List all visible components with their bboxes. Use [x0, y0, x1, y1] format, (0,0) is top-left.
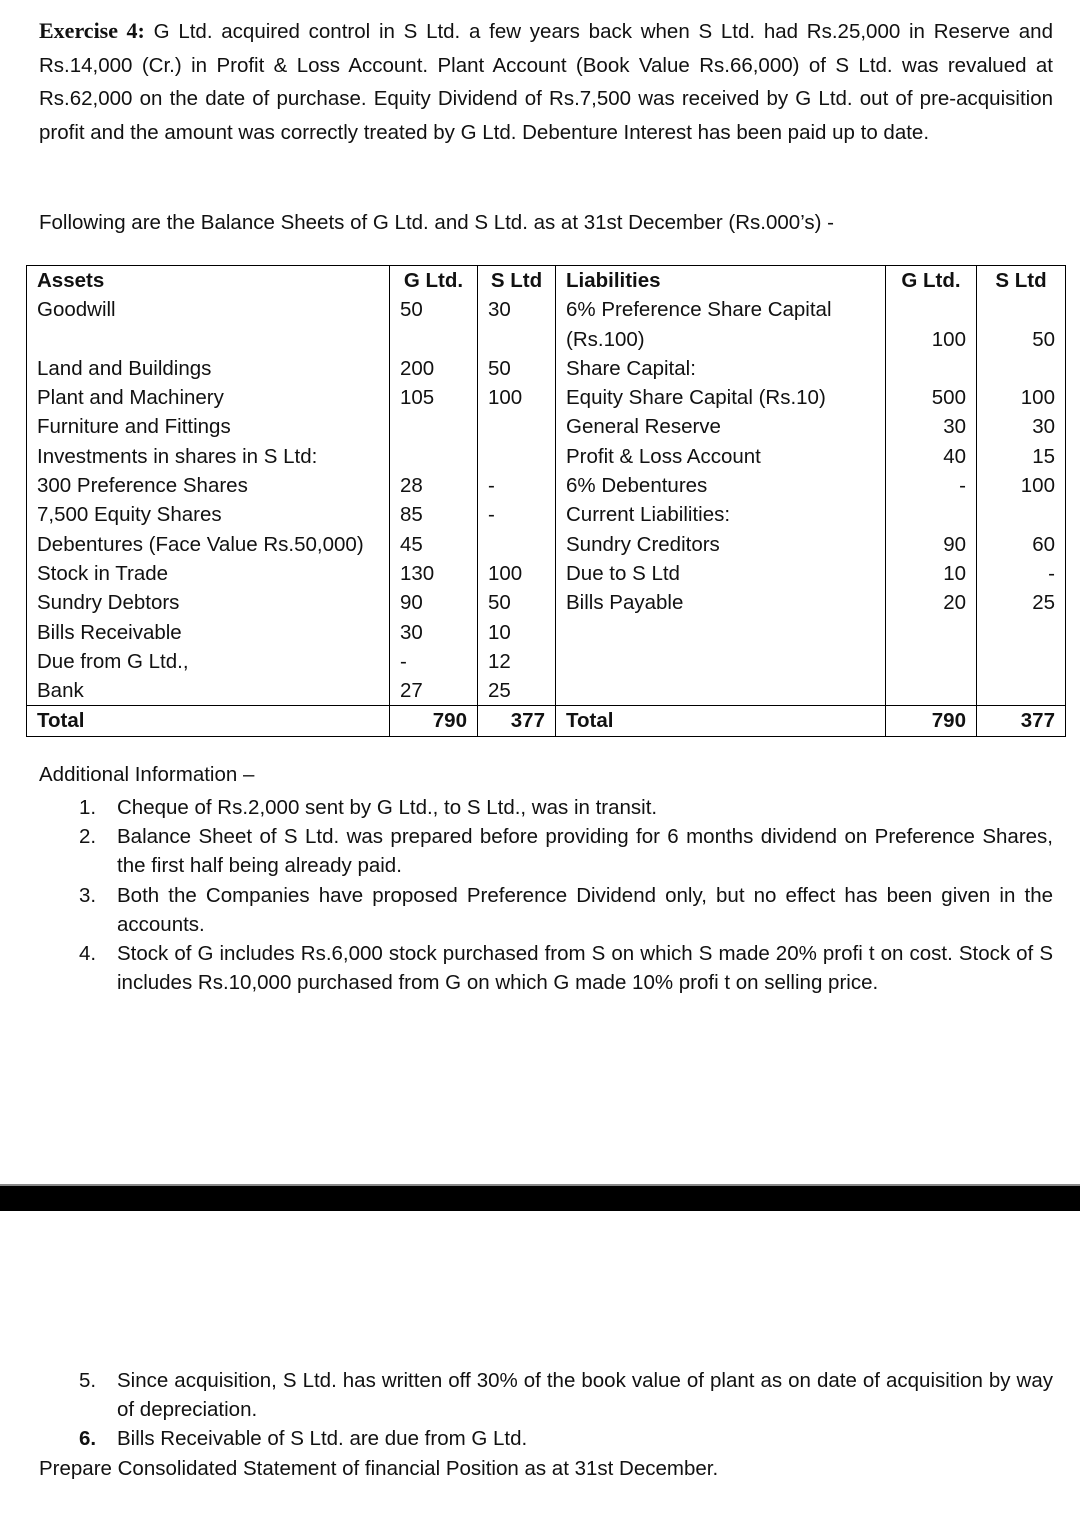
asset-g-value [390, 412, 478, 441]
asset-s-value: 50 [478, 588, 556, 617]
note-text: Since acquisition, S Ltd. has written off 30% of the book value of plant as on date of acquisition by way of depreciation. [117, 1369, 1053, 1422]
exercise-label: Exercise 4: [39, 18, 145, 43]
exercise-paragraph [39, 14, 1053, 149]
liability-label: Equity Share Capital (Rs.10) [556, 383, 886, 412]
note-item [39, 793, 1053, 822]
asset-label: Bank [27, 676, 390, 706]
additional-info-list [39, 793, 1053, 997]
asset-s-value: - [478, 500, 556, 529]
liability-s-value [977, 618, 1066, 647]
liability-g-value [886, 618, 977, 647]
liability-label: Due to S Ltd [556, 559, 886, 588]
liability-g-value [886, 354, 977, 383]
table-row [27, 588, 1066, 617]
note-item [39, 1424, 1053, 1453]
balance-sheet-body [27, 266, 1066, 737]
asset-s-value [478, 530, 556, 559]
total-liabilities-g: 790 [886, 706, 977, 736]
asset-g-value [390, 325, 478, 354]
asset-label: Bills Receivable [27, 618, 390, 647]
asset-s-value [478, 325, 556, 354]
additional-info-list-continued [39, 1366, 1053, 1454]
asset-g-value: 27 [390, 676, 478, 706]
note-text: Bills Receivable of S Ltd. are due from G Ltd. [117, 1427, 528, 1451]
note-item [39, 1366, 1053, 1424]
additional-info-heading: Additional Information – [39, 763, 255, 786]
liability-s-value: 15 [977, 442, 1066, 471]
liability-s-value [977, 500, 1066, 529]
asset-g-value [390, 442, 478, 471]
asset-g-value: 50 [390, 295, 478, 324]
note-number: 6. [79, 1427, 97, 1451]
asset-label: Furniture and Fittings [27, 412, 390, 441]
liability-label: Current Liabilities: [556, 500, 886, 529]
table-row [27, 383, 1066, 412]
header-liabilities: Liabilities [556, 266, 886, 296]
asset-s-value: 25 [478, 676, 556, 706]
asset-g-value: 200 [390, 354, 478, 383]
liability-s-value: - [977, 559, 1066, 588]
note-number: 5. [79, 1369, 97, 1392]
liability-label: General Reserve [556, 412, 886, 441]
asset-label: Debentures (Face Value Rs.50,000) [27, 530, 390, 559]
asset-g-value: 85 [390, 500, 478, 529]
liability-g-value [886, 676, 977, 706]
liability-s-value: 30 [977, 412, 1066, 441]
table-row [27, 354, 1066, 383]
liability-s-value [977, 647, 1066, 676]
note-text: Both the Companies have proposed Preference Dividend only, but no effect has been given in the accounts. [117, 883, 1053, 936]
table-row [27, 530, 1066, 559]
liability-g-value [886, 647, 977, 676]
note-number: 3. [79, 883, 97, 907]
table-row [27, 471, 1066, 500]
asset-g-value: 90 [390, 588, 478, 617]
note-number: 4. [79, 942, 97, 966]
asset-label: Goodwill [27, 295, 390, 324]
table-row [27, 412, 1066, 441]
asset-s-value: 50 [478, 354, 556, 383]
total-assets-g: 790 [390, 706, 478, 736]
asset-s-value [478, 412, 556, 441]
asset-g-value: 28 [390, 471, 478, 500]
liability-label: Profit & Loss Account [556, 442, 886, 471]
note-item [39, 939, 1053, 997]
liability-g-value: 10 [886, 559, 977, 588]
liability-g-value: 20 [886, 588, 977, 617]
note-number: 2. [79, 825, 97, 849]
asset-g-value: 130 [390, 559, 478, 588]
liability-g-value: 100 [886, 325, 977, 354]
asset-s-value: 100 [478, 559, 556, 588]
liability-label: 6% Debentures [556, 471, 886, 500]
liability-s-value: 100 [977, 471, 1066, 500]
table-row [27, 676, 1066, 706]
note-number: 1. [79, 796, 97, 819]
total-assets-s: 377 [478, 706, 556, 736]
liability-s-value [977, 354, 1066, 383]
asset-label: 300 Preference Shares [27, 471, 390, 500]
asset-label: Plant and Machinery [27, 383, 390, 412]
asset-label [27, 325, 390, 354]
asset-g-value: - [390, 647, 478, 676]
header-assets-g: G Ltd. [390, 266, 478, 296]
liability-label [556, 647, 886, 676]
liability-s-value: 60 [977, 530, 1066, 559]
liability-s-value [977, 295, 1066, 324]
table-row [27, 295, 1066, 324]
liability-s-value: 100 [977, 383, 1066, 412]
note-item [39, 881, 1053, 939]
table-row [27, 500, 1066, 529]
header-assets-s: S Ltd [478, 266, 556, 296]
liability-s-value [977, 676, 1066, 706]
asset-g-value: 105 [390, 383, 478, 412]
asset-s-value: 100 [478, 383, 556, 412]
total-assets-label: Total [27, 706, 390, 736]
note-item [39, 822, 1053, 880]
asset-label: Sundry Debtors [27, 588, 390, 617]
final-instruction: Prepare Consolidated Statement of financial Position as at 31st December. [39, 1457, 719, 1480]
table-row [27, 618, 1066, 647]
liability-s-value: 25 [977, 588, 1066, 617]
asset-s-value [478, 442, 556, 471]
liability-g-value: 40 [886, 442, 977, 471]
asset-s-value: - [478, 471, 556, 500]
asset-label: Investments in shares in S Ltd: [27, 442, 390, 471]
table-row [27, 559, 1066, 588]
table-row [27, 647, 1066, 676]
table-header-row [27, 266, 1066, 296]
table-intro: Following are the Balance Sheets of G Ltd. and S Ltd. as at 31st December (Rs.000’s) - [39, 211, 834, 234]
table-row [27, 325, 1066, 354]
liability-label: Sundry Creditors [556, 530, 886, 559]
liability-label: Share Capital: [556, 354, 886, 383]
liability-g-value [886, 295, 977, 324]
asset-label: Land and Buildings [27, 354, 390, 383]
liability-label: (Rs.100) [556, 325, 886, 354]
table-row [27, 442, 1066, 471]
liability-g-value: - [886, 471, 977, 500]
asset-s-value: 30 [478, 295, 556, 324]
asset-s-value: 12 [478, 647, 556, 676]
liability-label [556, 676, 886, 706]
exercise-text: G Ltd. acquired control in S Ltd. a few years back when S Ltd. had Rs.25,000 in Reserve and Rs.14,000 (Cr.) in Profit & Loss Account. Plant Account (Book Value Rs.66,000) of S Ltd. was revalued at Rs.62,000 on the date of purchase. Equity Dividend of Rs.7,500 was received by G Ltd. out of pre-acquisition profit and the amount was correctly treated by G Ltd. Debenture Interest has been paid up to date. [39, 20, 1053, 144]
asset-g-value: 30 [390, 618, 478, 647]
asset-g-value: 45 [390, 530, 478, 559]
total-liabilities-label: Total [556, 706, 886, 736]
liability-label [556, 618, 886, 647]
table-total-row [27, 706, 1066, 736]
liability-g-value: 30 [886, 412, 977, 441]
total-liabilities-s: 377 [977, 706, 1066, 736]
header-liab-g: G Ltd. [886, 266, 977, 296]
asset-label: Stock in Trade [27, 559, 390, 588]
note-text: Balance Sheet of S Ltd. was prepared before providing for 6 months dividend on Preference Shares, the first half being already paid. [117, 825, 1053, 878]
liability-g-value [886, 500, 977, 529]
asset-label: Due from G Ltd., [27, 647, 390, 676]
liability-g-value: 90 [886, 530, 977, 559]
asset-label: 7,500 Equity Shares [27, 500, 390, 529]
balance-sheet-table [26, 265, 1066, 737]
header-liab-s: S Ltd [977, 266, 1066, 296]
liability-g-value: 500 [886, 383, 977, 412]
note-text: Cheque of Rs.2,000 sent by G Ltd., to S Ltd., was in transit. [117, 796, 658, 819]
asset-s-value: 10 [478, 618, 556, 647]
liability-s-value: 50 [977, 325, 1066, 354]
header-assets: Assets [27, 266, 390, 296]
liability-label: Bills Payable [556, 588, 886, 617]
liability-label: 6% Preference Share Capital [556, 295, 886, 324]
note-text: Stock of G includes Rs.6,000 stock purchased from S on which S made 20% profi t on cost. Stock of S includes Rs.10,000 purchased from G on which G made 10% profi t on selling price. [117, 942, 1053, 995]
page-separator-bar [0, 1184, 1080, 1211]
